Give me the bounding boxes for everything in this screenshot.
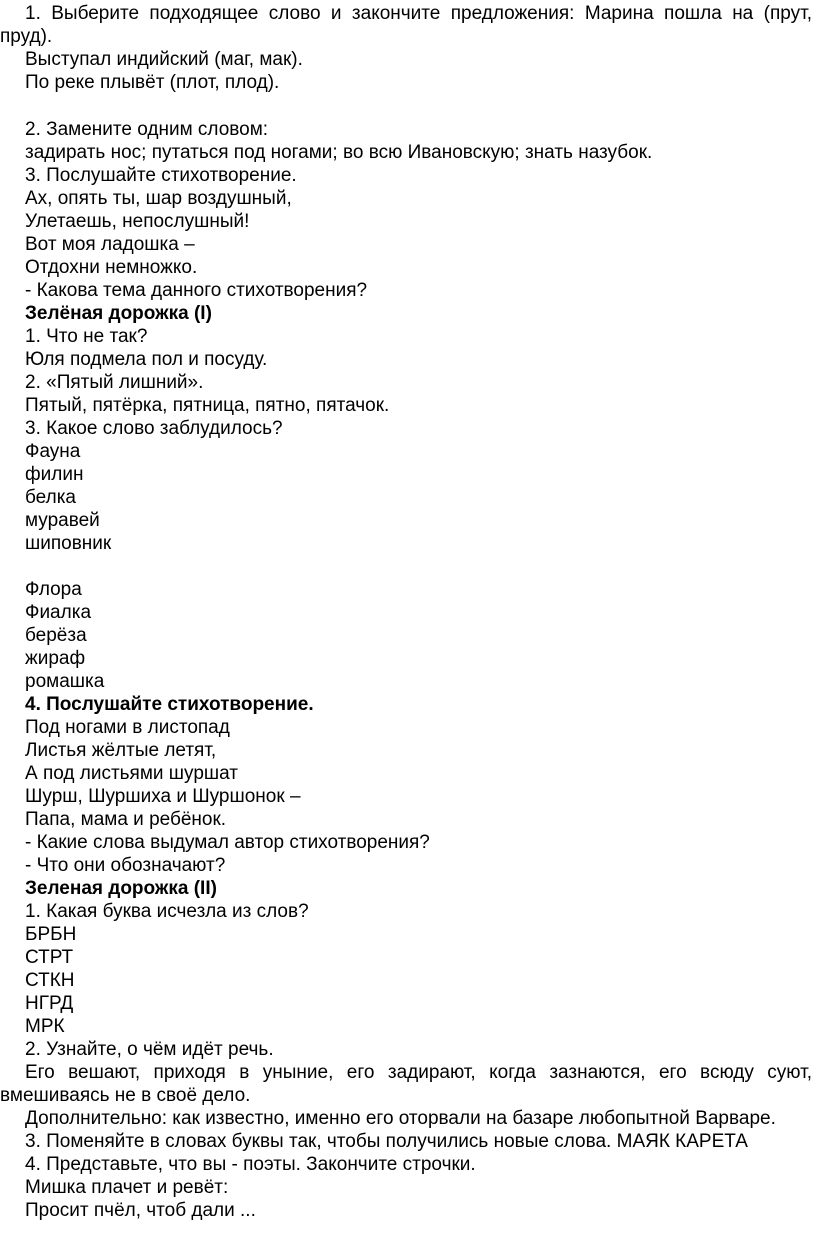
word-list-item: шиповник [25,533,112,554]
word-list-item: МРК [25,1016,65,1037]
word-list-item: СТКН [25,970,75,991]
task-heading: 3. Поменяйте в словах буквы так, чтобы получились новые слова. МАЯК КАРЕТА [25,1131,748,1152]
poem-line: Ах, опять ты, шар воздушный, [25,188,292,209]
word-list-item: НГРД [25,993,74,1014]
task-heading: 2. «Пятый лишний». [25,372,204,393]
word-list-item: ромашка [25,671,105,692]
task-heading: 3. Какое слово заблудилось? [25,418,283,439]
word-list-item: БРБН [25,924,77,945]
task-heading: 4. Представьте, что вы - поэты. Закончите строчки. [25,1154,476,1175]
word-list-item: муравей [25,510,100,531]
word-list-item: Фиалка [25,602,92,623]
text-line: По реке плывёт (плот, плод). [25,72,280,93]
poem-line: Под ногами в листопад [25,717,230,738]
poem-line: Вот моя ладошка – [25,234,195,255]
text-line: Дополнительно: как известно, именно его оторвали на базаре любопытной Варваре. [25,1108,776,1129]
word-list-item: Флора [25,579,82,600]
word-list-item: белка [25,487,76,508]
poem-line: Улетаешь, непослушный! [25,211,250,232]
question-line: - Что они обозначают? [25,855,226,876]
poem-line: Шурш, Шуршиха и Шуршонок – [25,786,301,807]
poem-line: Листья жёлтые летят, [25,740,217,761]
word-list-item: филин [25,464,84,485]
section-heading: Зелёная дорожка (I) [25,303,212,324]
question-line: - Какова тема данного стихотворения? [25,280,368,301]
task-heading: 4. Послушайте стихотворение. [25,694,314,715]
task-heading: 3. Послушайте стихотворение. [25,165,297,186]
task-1-paragraph: 1. Выберите подходящее слово и закончите предложения: Марина пошла на (прут, пруд). [0,3,812,47]
text-line: задирать нос; путаться под ногами; во всю Ивановскую; знать назубок. [25,142,653,163]
poem-line: Просит пчёл, чтоб дали ... [25,1200,256,1221]
task-heading: 2. Узнайте, о чём идёт речь. [25,1039,274,1060]
poem-line: Папа, мама и ребёнок. [25,809,227,830]
word-list-item: жираф [25,648,86,669]
text-line: Выступал индийский (маг, мак). [25,49,303,70]
word-list-item: Фауна [25,441,81,462]
text-line: Пятый, пятёрка, пятница, пятно, пятачок. [25,395,390,416]
poem-line: Мишка плачет и ревёт: [25,1177,229,1198]
question-line: - Какие слова выдумал автор стихотворения? [25,832,430,853]
word-list-item: СТРТ [25,947,74,968]
poem-line: А под листьями шуршат [25,763,238,784]
riddle-paragraph: Его вешают, приходя в уныние, его задирают, когда зазнаются, его всюду суют, вмешиваясь не в своё дело. [0,1062,812,1106]
section-heading: Зеленая дорожка (II) [25,878,217,899]
text-line: Юля подмела пол и посуду. [25,349,268,370]
task-heading: 2. Замените одним словом: [25,119,269,140]
word-list-item: берёза [25,625,87,646]
task-heading: 1. Что не так? [25,326,148,347]
task-heading: 1. Какая буква исчезла из слов? [25,901,309,922]
poem-line: Отдохни немножко. [25,257,198,278]
